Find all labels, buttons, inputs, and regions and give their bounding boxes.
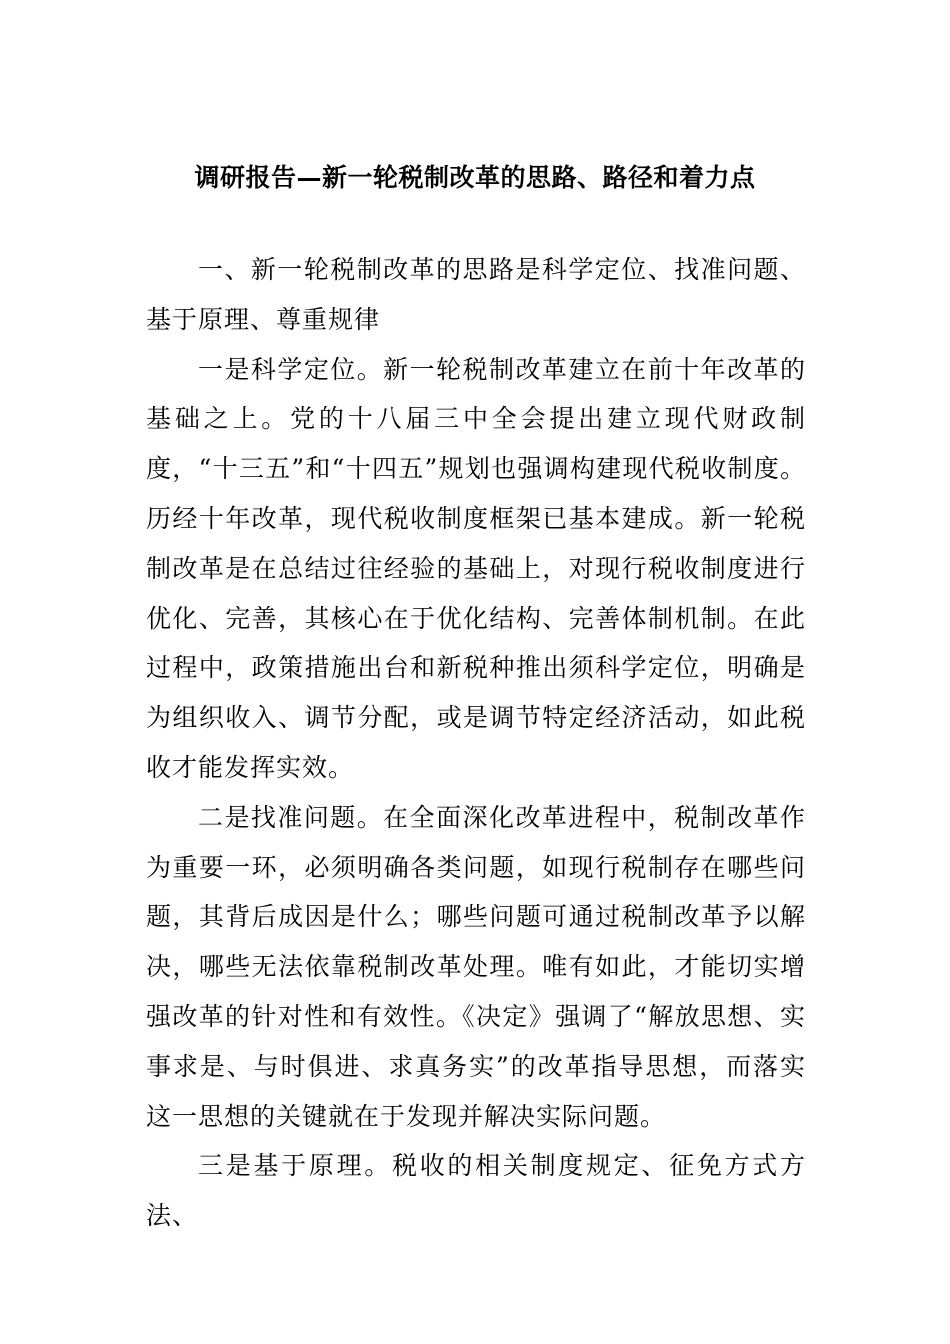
paragraph-identify-problems: 二是找准问题。在全面深化改革进程中，税制改革作为重要一环，必须明确各类问题，如现行税制存在哪些问题，其背后成因是什么；哪些问题可通过税制改革予以解决，哪些无法依靠税制改革处理。唯有如此，才能切实增强改革的针对性和有效性。《决定》强调了“解放思想、实事求是、与时俱进、求真务实”的改革指导思想，而落实这一思想的关键就在于发现并解决实际问题。 bbox=[146, 802, 806, 1131]
paragraph-based-on-principles: 三是基于原理。税收的相关制度规定、征免方式方法、 bbox=[146, 1151, 806, 1231]
paragraph-section-heading: 一、新一轮税制改革的思路是科学定位、找准问题、基于原理、尊重规律 bbox=[146, 255, 806, 334]
document-body bbox=[146, 245, 806, 1241]
document-title: 调研报告—新一轮税制改革的思路、路径和着力点 bbox=[194, 163, 756, 192]
paragraph-scientific-positioning: 一是科学定位。新一轮税制改革建立在前十年改革的基础之上。党的十八届三中全会提出建立现代财政制度，“十三五”和“十四五”规划也强调构建现代税收制度。历经十年改革，现代税收制度框架已基本建成。新一轮税制改革是在总结过往经验的基础上，对现行税收制度进行优化、完善，其核心在于优化结构、完善体制机制。在此过程中，政策措施出台和新税种推出须科学定位，明确是为组织收入、调节分配，或是调节特定经济活动，如此税收才能发挥实效。 bbox=[146, 354, 806, 782]
